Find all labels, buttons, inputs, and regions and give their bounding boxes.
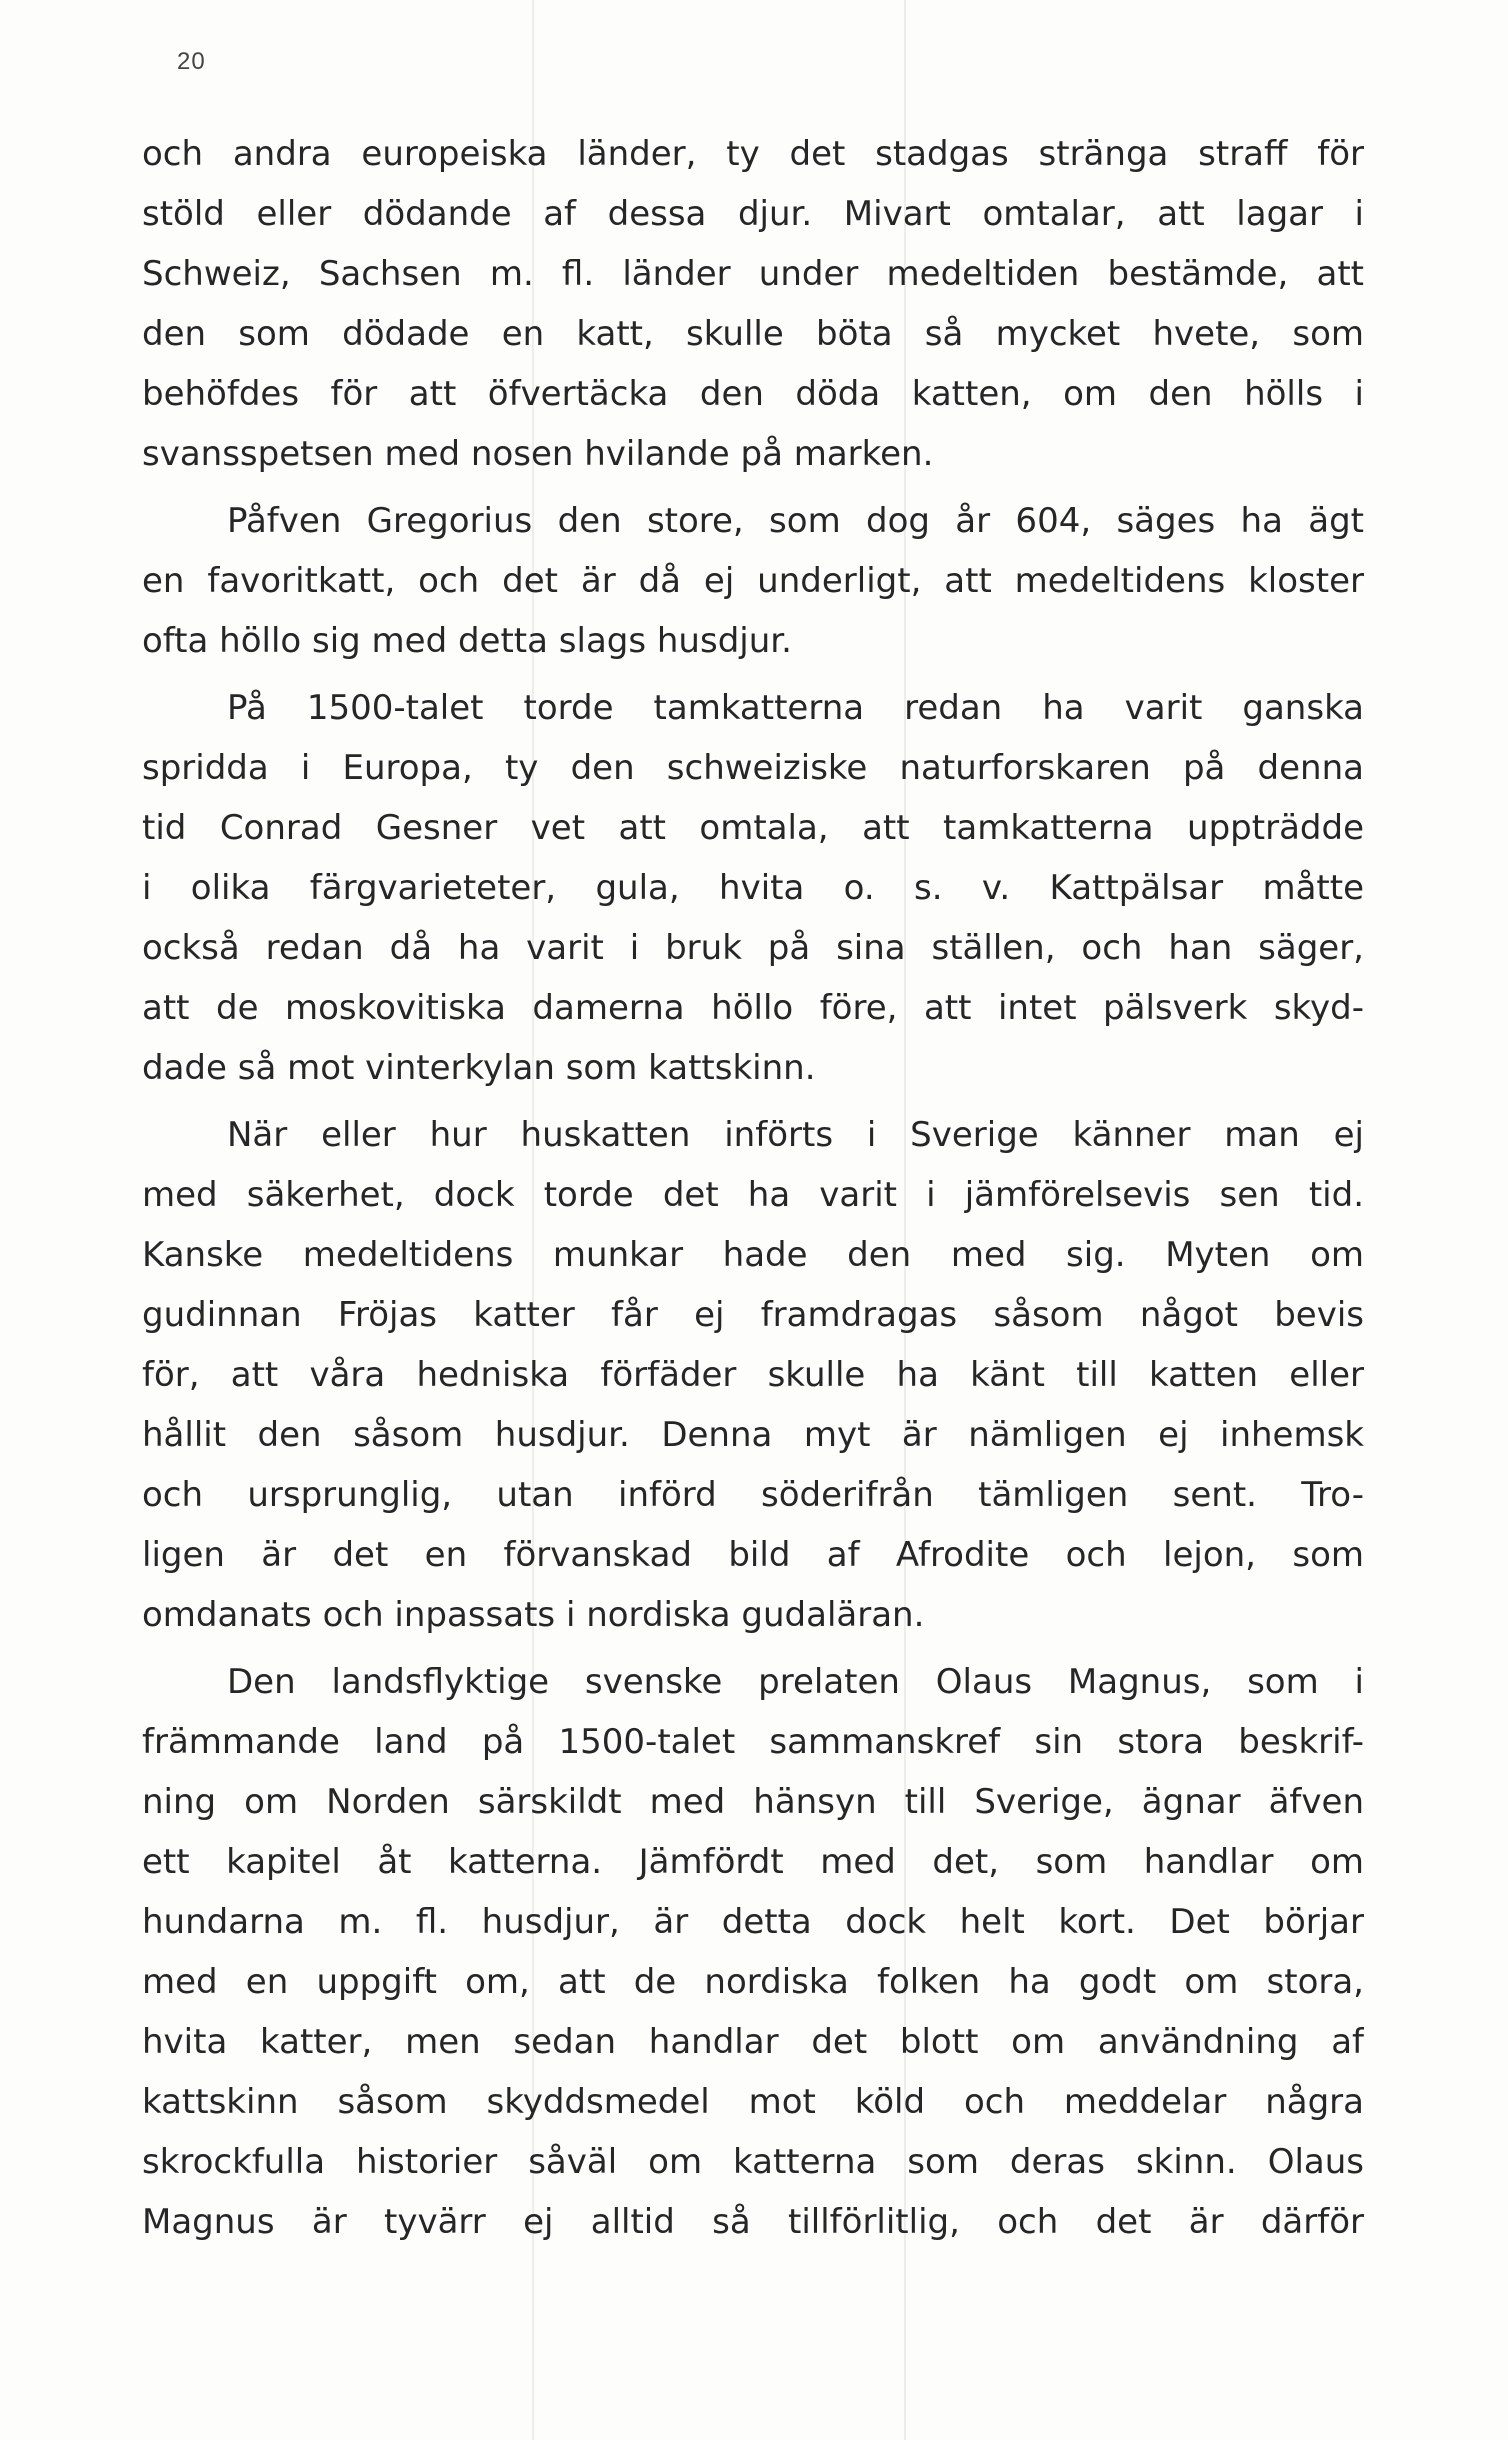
text-line: Kanske medeltidens munkar hade den med sig. Myten om — [142, 1235, 1364, 1275]
text-line: omdanats och inpassats i nordiska gudaläran. — [142, 1595, 925, 1635]
text-line: den som dödade en katt, skulle böta så mycket hvete, som — [142, 314, 1364, 354]
text-line: tid Conrad Gesner vet att omtala, att tamkatterna uppträdde — [142, 808, 1364, 848]
text-line: att de moskovitiska damerna höllo före, att intet pälsverk skyd- — [142, 988, 1364, 1028]
text-line: i olika färgvarieteter, gula, hvita o. s. v. Kattpälsar måtte — [142, 868, 1364, 908]
paragraph — [142, 1652, 1364, 2252]
text-line: Schweiz, Sachsen m. fl. länder under medeltiden bestämde, att — [142, 254, 1364, 294]
text-line: När eller hur huskatten införts i Sverige känner man ej — [227, 1115, 1364, 1155]
text-line: främmande land på 1500-talet sammanskref sin stora beskrif- — [142, 1722, 1364, 1762]
text-line: ett kapitel åt katterna. Jämfördt med det, som handlar om — [142, 1842, 1364, 1882]
text-line: för, att våra hedniska förfäder skulle ha känt till katten eller — [142, 1355, 1364, 1395]
text-line: och andra europeiska länder, ty det stadgas stränga straff för — [142, 134, 1364, 174]
text-line: hundarna m. fl. husdjur, är detta dock helt kort. Det börjar — [142, 1902, 1364, 1942]
text-line: hållit den såsom husdjur. Denna myt är nämligen ej inhemsk — [142, 1415, 1364, 1455]
text-line: hvita katter, men sedan handlar det blott om användning af — [142, 2022, 1364, 2062]
text-line: ning om Norden särskildt med hänsyn till Sverige, ägnar äfven — [142, 1782, 1364, 1822]
text-line: skrockfulla historier såväl om katterna som deras skinn. Olaus — [142, 2142, 1364, 2182]
text-line: och ursprunglig, utan införd söderifrån tämligen sent. Tro- — [142, 1475, 1364, 1515]
body-text — [142, 124, 1364, 2259]
text-line: svansspetsen med nosen hvilande på marken. — [142, 434, 934, 474]
text-line: kattskinn såsom skyddsmedel mot köld och meddelar några — [142, 2082, 1364, 2122]
text-line: en favoritkatt, och det är då ej underligt, att medeltidens kloster — [142, 561, 1364, 601]
text-line: dade så mot vinterkylan som kattskinn. — [142, 1048, 816, 1088]
text-line: ofta höllo sig med detta slags husdjur. — [142, 621, 792, 661]
text-line: behöfdes för att öfvertäcka den döda katten, om den hölls i — [142, 374, 1364, 414]
paragraph — [142, 678, 1364, 1098]
page-number: 20 — [177, 48, 206, 75]
paragraph — [142, 491, 1364, 671]
text-line: ligen är det en förvanskad bild af Afrodite och lejon, som — [142, 1535, 1364, 1575]
text-line: också redan då ha varit i bruk på sina ställen, och han säger, — [142, 928, 1364, 968]
text-line: Påfven Gregorius den store, som dog år 604, säges ha ägt — [227, 501, 1364, 541]
text-line: med säkerhet, dock torde det ha varit i jämförelsevis sen tid. — [142, 1175, 1364, 1215]
text-line: spridda i Europa, ty den schweiziske naturforskaren på denna — [142, 748, 1364, 788]
paragraph — [142, 1105, 1364, 1645]
text-line: gudinnan Fröjas katter får ej framdragas såsom något bevis — [142, 1295, 1364, 1335]
text-line: På 1500-talet torde tamkatterna redan ha varit ganska — [227, 688, 1364, 728]
text-line: med en uppgift om, att de nordiska folken ha godt om stora, — [142, 1962, 1364, 2002]
text-line: Den landsflyktige svenske prelaten Olaus Magnus, som i — [227, 1662, 1364, 1702]
text-line: stöld eller dödande af dessa djur. Mivart omtalar, att lagar i — [142, 194, 1364, 234]
paragraph — [142, 124, 1364, 484]
text-line: Magnus är tyvärr ej alltid så tillförlitlig, och det är därför — [142, 2202, 1364, 2242]
